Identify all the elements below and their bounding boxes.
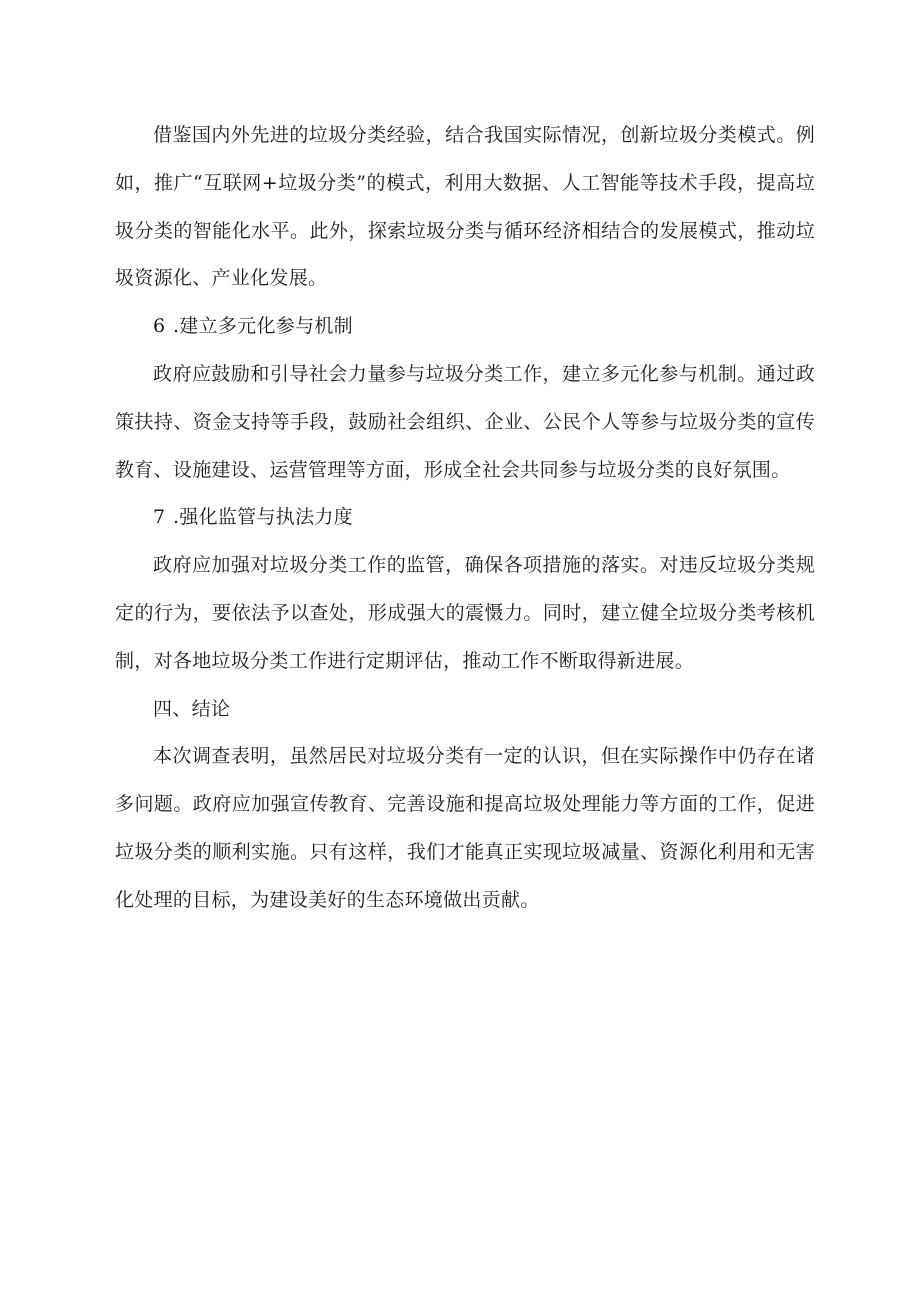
paragraph-conclusion: 本次调查表明，虽然居民对垃圾分类有一定的认识，但在实际操作中仍存在诸多问题。政府应加强宣传教育、完善设施和提高垃圾处理能力等方面的工作，促进垃圾分类的顺利实施。只有这样，我们才能真正实现垃圾减量、资源化利用和无害化处理的目标，为建设美好的生态环境做出贡献。 [115, 745, 815, 911]
section-heading-conclusion: 四、结论 [153, 697, 231, 720]
section-number: 7 [153, 506, 166, 529]
section-title: .强化监管与执法力度 [172, 506, 353, 529]
section-title: .建立多元化参与机制 [172, 315, 353, 338]
section-heading-7 [115, 494, 815, 542]
section-heading-6 [115, 303, 815, 351]
paragraph-supervision: 政府应加强对垃圾分类工作的监管，确保各项措施的落实。对违反垃圾分类规定的行为，要依法予以查处，形成强大的震慑力。同时，建立健全垃圾分类考核机制，对各地垃圾分类工作进行定期评估，推动工作不断取得新进展。 [115, 554, 815, 672]
document-body [115, 112, 815, 925]
paragraph-participation: 政府应鼓励和引导社会力量参与垃圾分类工作，建立多元化参与机制。通过政策扶持、资金支持等手段，鼓励社会组织、企业、公民个人等参与垃圾分类的宣传教育、设施建设、运营管理等方面，形成全社会共同参与垃圾分类的良好氛围。 [115, 362, 815, 481]
section-number: 6 [153, 315, 166, 338]
paragraph-innovation: 借鉴国内外先进的垃圾分类经验，结合我国实际情况，创新垃圾分类模式。例如，推广“互联网+垃圾分类”的模式，利用大数据、人工智能等技术手段，提高垃圾分类的智能化水平。此外，探索垃圾分类与循环经济相结合的发展模式，推动垃圾资源化、产业化发展。 [115, 124, 815, 290]
